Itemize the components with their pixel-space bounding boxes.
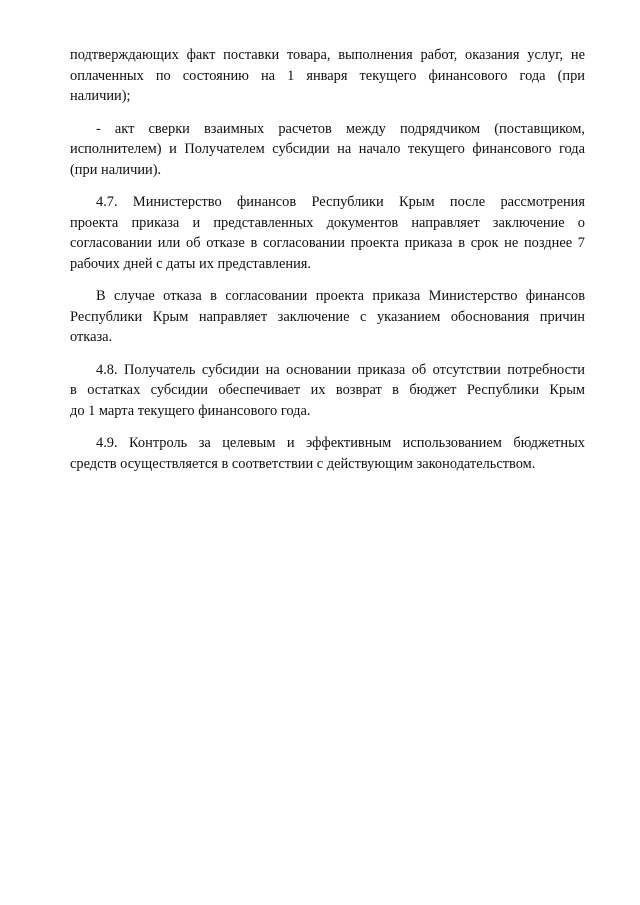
text-line: наличии); [70, 88, 131, 104]
text-line: согласовании или об отказе в согласовании проекта приказа в срок не позднее 7 [70, 235, 585, 251]
document-body [70, 45, 585, 486]
text-line: подтверждающих факт поставки товара, выполнения работ, оказания услуг, не [70, 47, 585, 63]
text-line: рабочих дней с даты их представления. [70, 255, 311, 272]
text-line: Республики Крым направляет заключение с указанием обоснования причин [70, 308, 585, 325]
text-line: (при наличии). [70, 161, 162, 178]
text-line: оплаченных по состоянию на 1 января текущего финансового года (при [70, 67, 585, 84]
text-line: В случае отказа в согласовании проекта приказа Министерство финансов [96, 288, 585, 304]
paragraph-facts [70, 45, 585, 107]
paragraph-refusal [70, 286, 585, 348]
text-line: 4.9. Контроль за целевым и эффективным использованием бюджетных [96, 435, 585, 451]
text-line: исполнителем) и Получателем субсидии на начало текущего финансового года [70, 141, 585, 157]
text-line: проекта приказа и представленных документов направляет заключение о [70, 214, 585, 231]
text-line: средств осуществляется в соответствии с действующим законодательством. [70, 455, 536, 472]
paragraph-4-7 [70, 192, 585, 274]
text-line: до 1 марта текущего финансового года. [70, 402, 311, 419]
text-line: 4.8. Получатель субсидии на основании приказа об отсутствии потребности [96, 361, 585, 378]
text-line: в остатках субсидии обеспечивает их возврат в бюджет Республики Крым [70, 382, 585, 398]
text-line: - акт сверки взаимных расчетов между подрядчиком (поставщиком, [96, 120, 585, 137]
paragraph-4-8 [70, 360, 585, 422]
paragraph-act [70, 119, 585, 181]
text-line: отказа. [70, 329, 113, 345]
text-line: 4.7. Министерство финансов Республики Крым после рассмотрения [96, 194, 585, 210]
paragraph-4-9 [70, 433, 585, 474]
